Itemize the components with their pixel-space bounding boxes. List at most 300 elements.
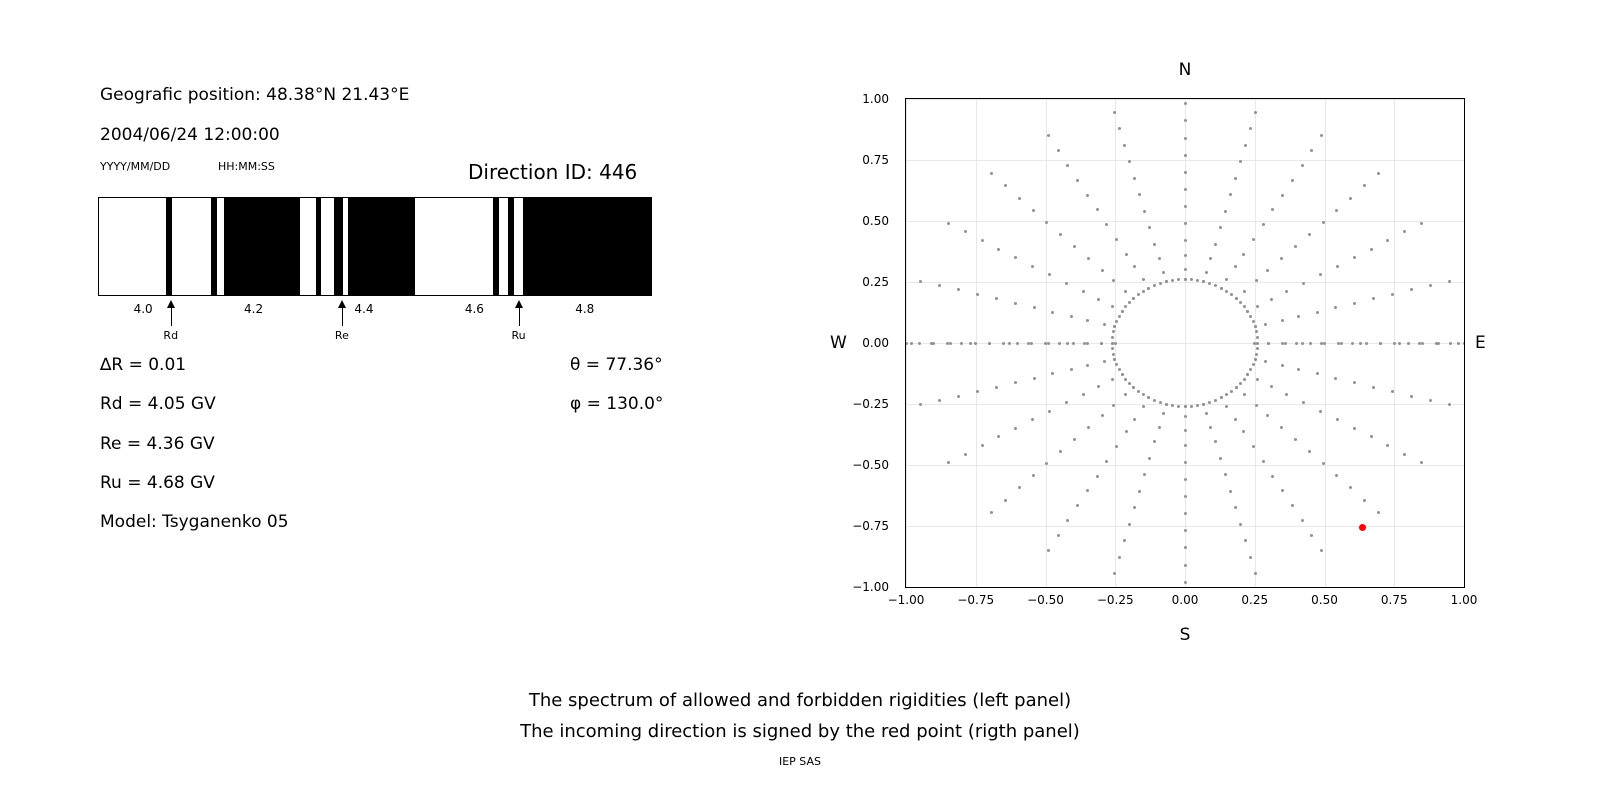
polar-y-tick-label: −0.50: [852, 458, 889, 472]
direction-grid-dot: [1429, 399, 1432, 402]
direction-grid-dot: [1280, 257, 1283, 260]
direction-grid-dot: [1125, 430, 1128, 433]
direction-grid-dot: [1137, 293, 1140, 296]
direction-grid-dot: [1115, 445, 1118, 448]
direction-grid-dot: [1138, 490, 1141, 493]
direction-grid-dot: [1118, 315, 1121, 318]
direction-grid-dot: [1065, 282, 1068, 285]
direction-grid-dot: [1082, 290, 1085, 293]
direction-grid-dot: [1249, 127, 1252, 130]
direction-grid-dot: [1047, 342, 1050, 345]
direction-grid-dot: [1407, 342, 1410, 345]
gridline-horizontal: [906, 526, 1464, 527]
direction-grid-dot: [1244, 539, 1247, 542]
rd-value: Rd = 4.05 GV: [100, 394, 216, 414]
direction-grid-dot: [1294, 438, 1297, 441]
direction-grid-dot: [1014, 427, 1017, 430]
direction-grid-dot: [1184, 278, 1187, 281]
direction-grid-dot: [1449, 342, 1452, 345]
direction-grid-dot: [1208, 282, 1211, 285]
direction-grid-dot: [1018, 486, 1021, 489]
direction-grid-dot: [969, 342, 972, 345]
phi-value: φ = 130.0°: [570, 394, 664, 414]
direction-grid-dot: [1214, 399, 1217, 402]
direction-grid-dot: [947, 222, 950, 225]
direction-grid-dot: [1125, 253, 1128, 256]
direction-grid-dot: [1297, 315, 1300, 318]
direction-grid-dot: [1058, 342, 1061, 345]
model-value: Model: Tsyganenko 05: [100, 512, 289, 532]
direction-grid-dot: [1336, 418, 1339, 421]
direction-grid-dot: [1370, 248, 1373, 251]
direction-grid-dot: [1059, 233, 1062, 236]
rigidity-marker-rd: [163, 296, 179, 342]
direction-grid-dot: [976, 293, 979, 296]
forbidden-band: [334, 198, 343, 295]
gridline-horizontal: [906, 282, 1464, 283]
direction-grid-dot: [1033, 377, 1036, 380]
rigidity-tick-label: 4.2: [244, 302, 264, 316]
direction-grid-dot: [1032, 474, 1035, 477]
direction-grid-dot: [1319, 273, 1322, 276]
direction-grid-dot: [1254, 325, 1257, 328]
figure-caption: [0, 685, 1600, 747]
direction-grid-dot: [1162, 271, 1165, 274]
direction-grid-dot: [1253, 342, 1256, 345]
direction-grid-dot: [1377, 172, 1380, 175]
direction-grid-dot: [1353, 381, 1356, 384]
direction-grid-dot: [1184, 254, 1187, 257]
direction-grid-dot: [1086, 489, 1089, 492]
rigidity-tick-label: 4.8: [575, 302, 595, 316]
direction-grid-dot: [1252, 320, 1255, 323]
direction-grid-dot: [1153, 243, 1156, 246]
direction-grid-dot: [1100, 342, 1103, 345]
direction-grid-dot: [1365, 342, 1368, 345]
direction-grid-dot: [1143, 210, 1146, 213]
direction-grid-dot: [1014, 256, 1017, 259]
direction-grid-dot: [1336, 265, 1339, 268]
direction-grid-dot: [1031, 265, 1034, 268]
direction-grid-dot: [1316, 372, 1319, 375]
direction-grid-dot: [1256, 347, 1259, 350]
direction-grid-dot: [1184, 154, 1187, 157]
direction-grid-dot: [1111, 347, 1114, 350]
direction-grid-dot: [1322, 462, 1325, 465]
direction-grid-dot: [1148, 457, 1151, 460]
direction-grid-dot: [1123, 539, 1126, 542]
direction-grid-dot: [1353, 256, 1356, 259]
caption-line-1: The spectrum of allowed and forbidden rigidities (left panel): [528, 690, 1072, 711]
direction-grid-dot: [1243, 378, 1246, 381]
direction-grid-dot: [1103, 323, 1106, 326]
direction-grid-dot: [974, 342, 977, 345]
direction-grid-dot: [1076, 504, 1079, 507]
rigidity-spectrum-bar: [98, 197, 652, 296]
direction-grid-dot: [1128, 523, 1131, 526]
direction-grid-dot: [918, 342, 921, 345]
direction-grid-dot: [981, 239, 984, 242]
direction-grid-dot: [938, 284, 941, 287]
direction-grid-dot: [1214, 440, 1217, 443]
direction-grid-dot: [1256, 342, 1259, 345]
direction-grid-dot: [1002, 342, 1005, 345]
direction-grid-dot: [990, 511, 993, 514]
direction-grid-dot: [1153, 284, 1156, 287]
polar-x-tick-label: 1.00: [1450, 593, 1478, 607]
direction-grid-dot: [1398, 342, 1401, 345]
direction-grid-dot: [1256, 305, 1259, 308]
direction-grid-dot: [1322, 221, 1325, 224]
direction-grid-dot: [932, 342, 935, 345]
direction-grid-dot: [1291, 179, 1294, 182]
polar-y-tick-label: 0.00: [862, 336, 889, 350]
direction-grid-dot: [1096, 208, 1099, 211]
direction-grid-dot: [1254, 358, 1257, 361]
direction-grid-dot: [1229, 490, 1232, 493]
direction-grid-dot: [1087, 426, 1090, 429]
compass-east-label: E: [1475, 333, 1486, 353]
direction-grid-dot: [1045, 221, 1048, 224]
direction-grid-dot: [949, 342, 952, 345]
direction-grid-dot: [1242, 253, 1245, 256]
direction-grid-dot: [957, 288, 960, 291]
direction-grid-dot: [1159, 282, 1162, 285]
direction-grid-dot: [1184, 102, 1187, 105]
datetime-label: 2004/06/24 12:00:00: [100, 125, 280, 145]
direction-grid-dot: [1030, 342, 1033, 345]
direction-grid-dot: [1118, 127, 1121, 130]
direction-grid-dot: [910, 342, 913, 345]
marker-label: Re: [334, 329, 349, 342]
direction-grid-dot: [997, 248, 1000, 251]
marker-label: Ru: [511, 329, 526, 342]
direction-grid-dot: [1128, 160, 1131, 163]
direction-grid-dot: [1082, 393, 1085, 396]
direction-grid-dot: [1115, 238, 1118, 241]
direction-grid-dot: [1114, 342, 1117, 345]
rigidity-spectrum-bar-wrap: [98, 197, 652, 296]
direction-grid-dot: [1133, 265, 1136, 268]
direction-grid-dot: [1097, 298, 1100, 301]
direction-grid-dot: [1249, 315, 1252, 318]
direction-grid-dot: [1463, 342, 1466, 345]
direction-grid-dot: [1132, 297, 1135, 300]
direction-grid-dot: [1162, 412, 1165, 415]
caption-line-2: The incoming direction is signed by the red point (rigth panel): [520, 721, 1080, 742]
gridline-horizontal: [906, 99, 1464, 100]
direction-grid-dot: [1391, 293, 1394, 296]
polar-y-tick-label: 0.50: [862, 214, 889, 228]
direction-grid-dot: [1271, 208, 1274, 211]
direction-grid-dot: [1184, 512, 1187, 515]
geographic-position-label: Geografic position: 48.38°N 21.43°E: [100, 85, 410, 105]
direction-grid-dot: [1115, 363, 1118, 366]
gridline-horizontal: [906, 587, 1464, 588]
direction-grid-dot: [1334, 377, 1337, 380]
direction-grid-dot: [1066, 164, 1069, 167]
direction-grid-dot: [1048, 410, 1051, 413]
direction-grid-dot: [1133, 418, 1136, 421]
theta-value: θ = 77.36°: [570, 355, 663, 375]
polar-x-tick-label: −1.00: [887, 593, 925, 607]
direction-grid-dot: [1171, 404, 1174, 407]
direction-grid-dot: [1393, 342, 1396, 345]
direction-grid-dot: [1335, 474, 1338, 477]
direction-grid-dot: [1205, 412, 1208, 415]
direction-grid-dot: [1066, 342, 1069, 345]
polar-y-tick-label: 0.25: [862, 275, 889, 289]
direction-grid-dot: [1124, 290, 1127, 293]
direction-grid-dot: [1448, 280, 1451, 283]
direction-grid-dot: [1252, 238, 1255, 241]
direction-grid-dot: [1403, 230, 1406, 233]
polar-y-tick-label: −1.00: [852, 580, 889, 594]
direction-grid-dot: [1214, 243, 1217, 246]
direction-id-label: Direction ID: 446: [468, 160, 638, 184]
direction-grid-dot: [1410, 395, 1413, 398]
direction-grid-dot: [1059, 450, 1062, 453]
direction-grid-dot: [1234, 177, 1237, 180]
polar-x-tick-label: 0.75: [1380, 593, 1408, 607]
direction-grid-dot: [964, 230, 967, 233]
direction-grid-dot: [1031, 418, 1034, 421]
direction-grid-dot: [1121, 310, 1124, 313]
polar-x-tick-label: 0.25: [1241, 593, 1269, 607]
direction-grid-dot: [1246, 310, 1249, 313]
direction-grid-dot: [1147, 396, 1150, 399]
forbidden-band: [316, 198, 322, 295]
direction-grid-dot: [1281, 364, 1284, 367]
direction-grid-dot: [1252, 445, 1255, 448]
direction-grid-dot: [990, 172, 993, 175]
direction-grid-dot: [1291, 504, 1294, 507]
direction-grid-dot: [1264, 360, 1267, 363]
polar-x-tick-label: −0.50: [1027, 593, 1064, 607]
direction-grid-dot: [995, 386, 998, 389]
direction-grid-dot: [1437, 342, 1440, 345]
direction-grid-dot: [1363, 184, 1366, 187]
direction-grid-dot: [1128, 382, 1131, 385]
direction-grid-dot: [1225, 405, 1228, 408]
compass-south-label: S: [1179, 625, 1191, 645]
direction-grid-dot: [1340, 342, 1343, 345]
direction-grid-dot: [1118, 556, 1121, 559]
direction-grid-dot: [1429, 284, 1432, 287]
direction-grid-dot: [1246, 373, 1249, 376]
direction-grid-dot: [1271, 475, 1274, 478]
direction-grid-dot: [1165, 403, 1168, 406]
direction-grid-dot: [1235, 297, 1238, 300]
rigidity-tick-label: 4.4: [354, 302, 374, 316]
direction-grid-dot: [1209, 257, 1212, 260]
direction-grid-dot: [997, 435, 1000, 438]
direction-grid-dot: [1138, 193, 1141, 196]
direction-grid-dot: [1420, 222, 1423, 225]
direction-grid-dot: [1004, 184, 1007, 187]
direction-grid-dot: [1196, 404, 1199, 407]
direction-grid-dot: [1349, 486, 1352, 489]
direction-grid-dot: [1403, 453, 1406, 456]
direction-grid-dot: [1048, 273, 1051, 276]
direction-grid-dot: [1121, 373, 1124, 376]
compass-north-label: N: [1178, 60, 1192, 80]
direction-grid-dot: [1230, 390, 1233, 393]
direction-grid-dot: [1076, 179, 1079, 182]
direction-grid-dot: [1202, 403, 1205, 406]
direction-grid-dot: [1184, 581, 1187, 584]
direction-grid-dot: [1254, 111, 1257, 114]
direction-grid-dot: [1435, 342, 1438, 345]
direction-grid-dot: [1308, 233, 1311, 236]
rigidity-tick-label: 4.0: [133, 302, 153, 316]
direction-grid-dot: [1016, 342, 1019, 345]
direction-grid-dot: [1281, 194, 1284, 197]
direction-grid-dot: [1184, 239, 1187, 242]
polar-y-tick-label: 0.75: [862, 153, 889, 167]
direction-grid-dot: [1133, 177, 1136, 180]
marker-label: Rd: [163, 329, 179, 342]
direction-grid-dot: [1242, 430, 1245, 433]
direction-grid-dot: [1353, 427, 1356, 430]
polar-x-tick-label: −0.75: [957, 593, 995, 607]
direction-grid-dot: [1337, 342, 1340, 345]
forbidden-band: [523, 198, 651, 295]
direction-grid-dot: [1033, 306, 1036, 309]
delta-r-value: ∆R = 0.01: [100, 355, 187, 375]
date-format-hint: YYYY/MM/DD: [100, 160, 171, 173]
direction-grid-dot: [1320, 549, 1323, 552]
direction-grid-dot: [1224, 473, 1227, 476]
direction-grid-dot: [1171, 279, 1174, 282]
direction-grid-dot: [1249, 368, 1252, 371]
direction-grid-dot: [1239, 382, 1242, 385]
direction-grid-dot: [1111, 378, 1114, 381]
direction-grid-dot: [1457, 342, 1460, 345]
direction-grid-dot: [1184, 461, 1187, 464]
direction-grid-dot: [1044, 342, 1047, 345]
direction-grid-dot: [1266, 414, 1269, 417]
polar-y-tick-label: 1.00: [862, 92, 889, 106]
direction-grid-dot: [1124, 305, 1127, 308]
direction-grid-dot: [1285, 290, 1288, 293]
direction-grid-dot: [1153, 440, 1156, 443]
direction-grid-dot: [1262, 223, 1265, 226]
direction-grid-dot: [1205, 271, 1208, 274]
direction-grid-dot: [1190, 405, 1193, 408]
direction-grid-dot: [1224, 210, 1227, 213]
direction-grid-dot: [1243, 393, 1246, 396]
direction-grid-dot: [1420, 461, 1423, 464]
forbidden-band: [211, 198, 218, 295]
direction-grid-dot: [1086, 342, 1089, 345]
direction-grid-dot: [1113, 111, 1116, 114]
direction-grid-dot: [1285, 393, 1288, 396]
direction-grid-dot: [1153, 399, 1156, 402]
direction-grid-dot: [1220, 396, 1223, 399]
direction-grid-dot: [1143, 473, 1146, 476]
direction-grid-dot: [1252, 363, 1255, 366]
direction-grid-dot: [995, 297, 998, 300]
direction-grid-dot: [1225, 278, 1228, 281]
direction-grid-dot: [1353, 302, 1356, 305]
direction-grid-dot: [1370, 435, 1373, 438]
polar-scatter-plot: [905, 98, 1465, 588]
direction-grid-dot: [1142, 405, 1145, 408]
direction-grid-dot: [1177, 278, 1180, 281]
direction-grid-dot: [1255, 353, 1258, 356]
direction-grid-dot: [1047, 549, 1050, 552]
direction-grid-dot: [947, 461, 950, 464]
direction-grid-dot: [1184, 546, 1187, 549]
direction-grid-dot: [1184, 268, 1187, 271]
direction-grid-dot: [1243, 305, 1246, 308]
direction-grid-dot: [1235, 386, 1238, 389]
direction-grid-dot: [1448, 403, 1451, 406]
direction-grid-dot: [1184, 564, 1187, 567]
direction-grid-dot: [1302, 282, 1305, 285]
direction-grid-dot: [1256, 336, 1259, 339]
direction-grid-dot: [1101, 414, 1104, 417]
direction-grid-dot: [1118, 368, 1121, 371]
direction-grid-dot: [1112, 353, 1115, 356]
direction-grid-dot: [1184, 478, 1187, 481]
direction-grid-dot: [1297, 368, 1300, 371]
direction-grid-dot: [1111, 305, 1114, 308]
direction-grid-dot: [1158, 426, 1161, 429]
direction-grid-dot: [1097, 385, 1100, 388]
arrow-up-icon: [167, 300, 175, 308]
direction-grid-dot: [1086, 319, 1089, 322]
direction-grid-dot: [1320, 134, 1323, 137]
direction-grid-dot: [1087, 257, 1090, 260]
direction-grid-dot: [1379, 342, 1382, 345]
direction-grid-dot: [1184, 429, 1187, 432]
direction-grid-dot: [988, 342, 991, 345]
direction-grid-dot: [1184, 222, 1187, 225]
direction-grid-dot: [1184, 529, 1187, 532]
direction-grid-dot: [1137, 390, 1140, 393]
direction-grid-dot: [1372, 386, 1375, 389]
rigidity-spectrum-panel: [0, 0, 760, 660]
direction-grid-dot: [957, 395, 960, 398]
re-value: Re = 4.36 GV: [100, 434, 215, 454]
direction-grid-dot: [1377, 511, 1380, 514]
direction-grid-dot: [1032, 209, 1035, 212]
polar-x-tick-label: 0.50: [1311, 593, 1338, 607]
direction-grid-dot: [1051, 311, 1054, 314]
direction-grid-dot: [1267, 342, 1270, 345]
ru-value: Ru = 4.68 GV: [100, 473, 215, 493]
polar-y-tick-label: −0.75: [852, 519, 889, 533]
direction-grid-dot: [1281, 342, 1284, 345]
direction-grid-dot: [1255, 404, 1258, 407]
direction-grid-dot: [1249, 556, 1252, 559]
direction-grid-dot: [1096, 475, 1099, 478]
direction-grid-dot: [1310, 534, 1313, 537]
direction-grid-dot: [1184, 205, 1187, 208]
time-format-hint: HH:MM:SS: [218, 160, 275, 173]
direction-grid-dot: [1334, 306, 1337, 309]
direction-grid-dot: [1386, 239, 1389, 242]
direction-grid-dot: [1184, 495, 1187, 498]
direction-grid-dot: [1301, 164, 1304, 167]
direction-grid-dot: [1214, 284, 1217, 287]
direction-grid-dot: [1281, 489, 1284, 492]
direction-grid-dot: [1219, 226, 1222, 229]
direction-grid-dot: [1266, 269, 1269, 272]
direction-grid-dot: [1184, 444, 1187, 447]
